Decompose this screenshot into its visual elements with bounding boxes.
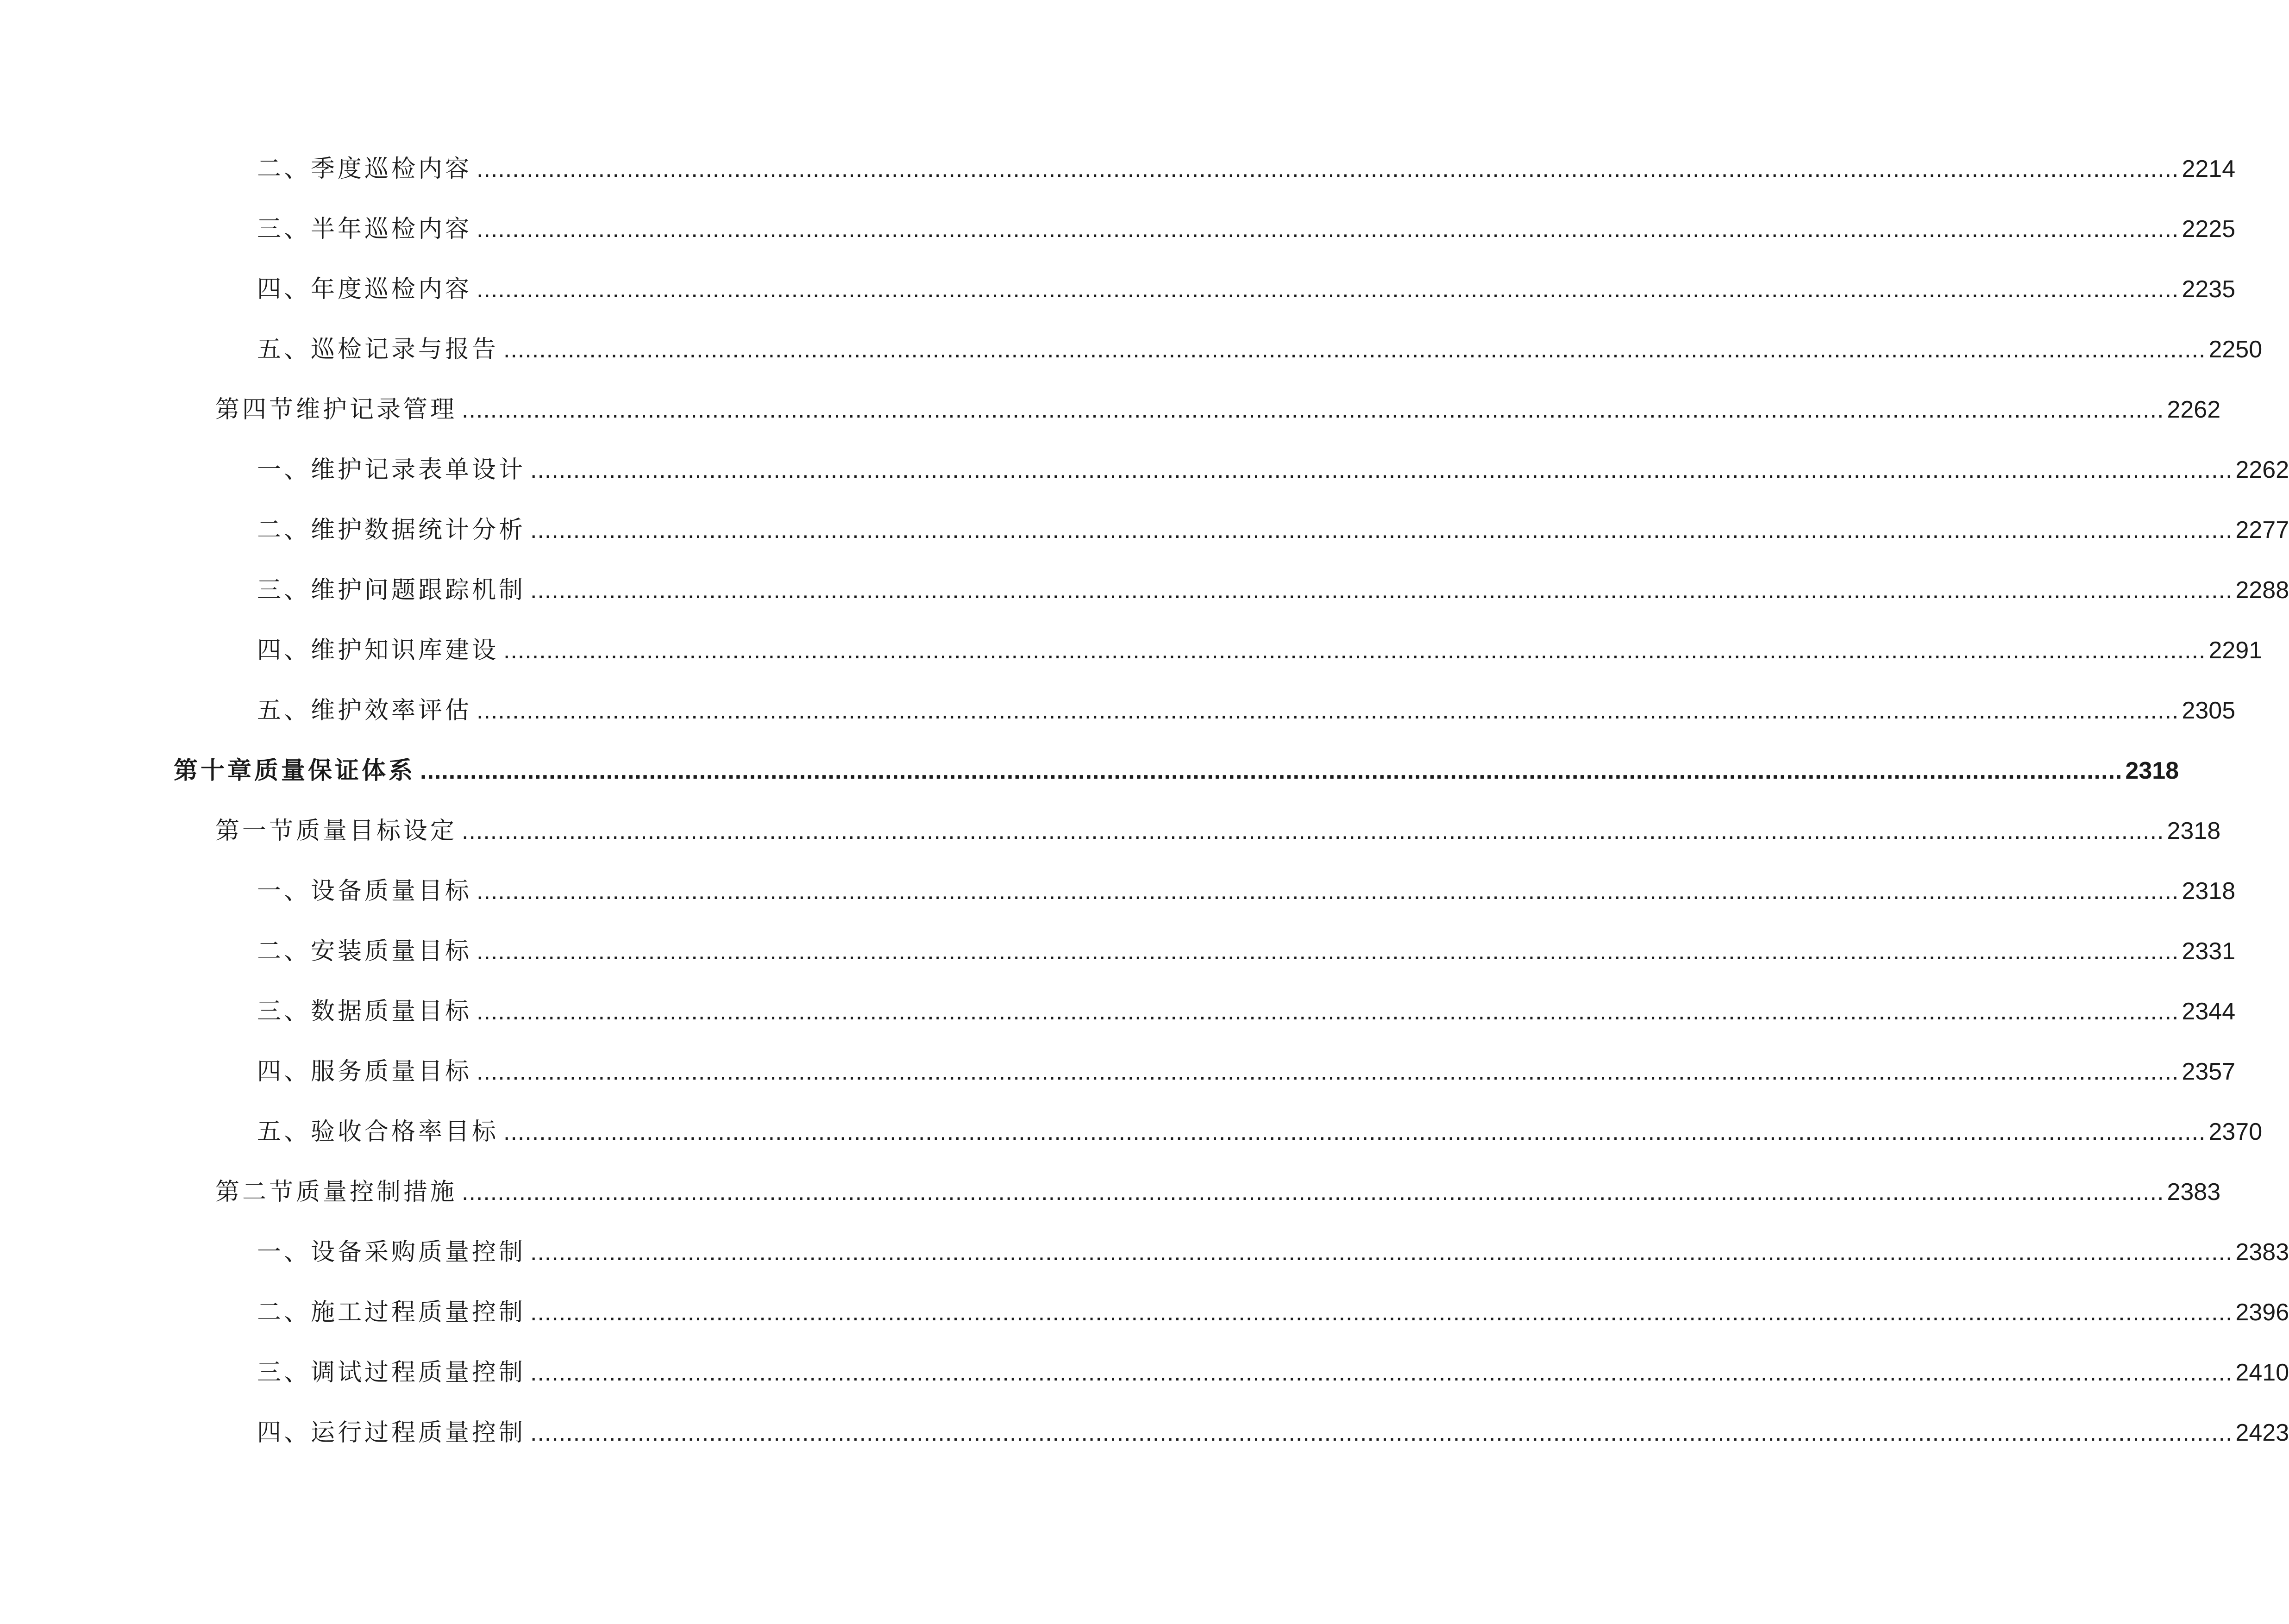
- toc-entry[interactable]: [174, 752, 2179, 789]
- toc-entry[interactable]: [257, 873, 2236, 910]
- toc-entry[interactable]: [257, 1354, 2289, 1391]
- toc-dot-leader: ..............................................................................................................................................................................................................................................: [462, 1179, 2164, 1206]
- toc-dot-leader: ..............................................................................................................................................................................................................................................: [462, 396, 2164, 423]
- toc-page-number: 2383: [2235, 1239, 2289, 1266]
- toc-entry-title: 二、维护数据统计分析: [257, 516, 526, 544]
- toc-entry-title: 三、数据质量目标: [257, 998, 472, 1025]
- toc-entry[interactable]: [215, 1174, 2221, 1211]
- toc-page-number: 2396: [2235, 1299, 2289, 1326]
- toc-page-number: 2291: [2208, 637, 2263, 664]
- toc-page-number: 2225: [2182, 216, 2236, 243]
- toc-entry[interactable]: [257, 451, 2289, 488]
- toc-dot-leader: ..............................................................................................................................................................................................................................................: [477, 998, 2179, 1025]
- toc-entry[interactable]: [257, 1294, 2289, 1331]
- toc-entry[interactable]: [257, 1113, 2263, 1150]
- toc-entry-title: 第二节质量控制措施: [215, 1178, 458, 1206]
- toc-page-number: 2331: [2182, 938, 2236, 965]
- toc-entry-title: 第十章质量保证体系: [174, 757, 416, 785]
- toc-entry[interactable]: [257, 632, 2263, 669]
- toc-dot-leader: ..............................................................................................................................................................................................................................................: [477, 1058, 2179, 1085]
- toc-dot-leader: ..............................................................................................................................................................................................................................................: [477, 216, 2179, 243]
- toc-page-number: 2370: [2208, 1118, 2263, 1145]
- toc-page-number: 2318: [2182, 878, 2236, 905]
- toc-entry-title: 二、施工过程质量控制: [257, 1299, 526, 1326]
- toc-entry-title: 四、年度巡检内容: [257, 275, 472, 303]
- toc-entry-title: 一、设备采购质量控制: [257, 1238, 526, 1266]
- toc-entry-title: 四、服务质量目标: [257, 1058, 472, 1086]
- toc-entry[interactable]: [257, 1414, 2289, 1451]
- toc-page-number: 2305: [2182, 697, 2236, 724]
- toc-dot-leader: ..............................................................................................................................................................................................................................................: [477, 697, 2179, 724]
- toc-page-number: 2288: [2235, 577, 2289, 604]
- toc-entry-title: 五、验收合格率目标: [257, 1118, 499, 1146]
- toc-page-number: 2410: [2235, 1359, 2289, 1386]
- toc-entry-title: 五、巡检记录与报告: [257, 336, 499, 363]
- toc-entry-title: 二、安装质量目标: [257, 937, 472, 965]
- toc-page-number: 2344: [2182, 998, 2236, 1025]
- toc-page-number: 2214: [2182, 156, 2236, 182]
- toc-page-number: 2262: [2235, 456, 2289, 483]
- toc-page-number: 2423: [2235, 1419, 2289, 1446]
- toc-entry[interactable]: [257, 572, 2289, 609]
- toc-entry-title: 一、设备质量目标: [257, 877, 472, 905]
- toc-dot-leader: ..............................................................................................................................................................................................................................................: [477, 156, 2179, 182]
- toc-entry-title: 四、运行过程质量控制: [257, 1419, 526, 1447]
- toc-dot-leader: ..............................................................................................................................................................................................................................................: [530, 1239, 2233, 1266]
- toc-dot-leader: ..............................................................................................................................................................................................................................................: [530, 456, 2233, 483]
- toc-page-number: 2357: [2182, 1058, 2236, 1085]
- toc-dot-leader: ..............................................................................................................................................................................................................................................: [530, 577, 2233, 604]
- toc-entry[interactable]: [257, 331, 2263, 368]
- toc-entry[interactable]: [257, 1053, 2236, 1090]
- toc-dot-leader: ..............................................................................................................................................................................................................................................: [530, 517, 2233, 543]
- toc-entry-title: 五、维护效率评估: [257, 697, 472, 725]
- toc-entry[interactable]: [257, 211, 2236, 248]
- toc-entry-title: 四、维护知识库建设: [257, 637, 499, 664]
- toc-page-number: 2383: [2167, 1179, 2221, 1206]
- toc-entry[interactable]: [257, 1234, 2289, 1271]
- toc-dot-leader: ..............................................................................................................................................................................................................................................: [503, 1118, 2206, 1145]
- toc-entry-title: 第一节质量目标设定: [215, 817, 458, 845]
- toc-entry[interactable]: [257, 271, 2236, 308]
- toc-dot-leader: ..............................................................................................................................................................................................................................................: [462, 818, 2164, 844]
- toc-dot-leader: ..............................................................................................................................................................................................................................................: [477, 878, 2179, 905]
- toc-dot-leader: ..............................................................................................................................................................................................................................................: [530, 1359, 2233, 1386]
- toc-page-number: 2318: [2167, 818, 2221, 844]
- toc-entry[interactable]: [257, 933, 2236, 970]
- toc-entry[interactable]: [257, 692, 2236, 729]
- toc-entry-title: 三、半年巡检内容: [257, 215, 472, 243]
- toc-entry-title: 三、维护问题跟踪机制: [257, 576, 526, 604]
- toc-dot-leader: ..............................................................................................................................................................................................................................................: [420, 757, 2123, 784]
- toc-entry[interactable]: [257, 150, 2236, 187]
- toc-entry-title: 三、调试过程质量控制: [257, 1359, 526, 1387]
- toc-page-number: 2318: [2125, 757, 2179, 784]
- toc-dot-leader: ..............................................................................................................................................................................................................................................: [530, 1419, 2233, 1446]
- toc-page-number: 2250: [2208, 336, 2263, 363]
- toc-dot-leader: ..............................................................................................................................................................................................................................................: [530, 1299, 2233, 1326]
- toc-entry[interactable]: [215, 391, 2221, 428]
- toc-entry[interactable]: [257, 512, 2289, 549]
- toc-entry-title: 二、季度巡检内容: [257, 155, 472, 183]
- toc-entry[interactable]: [257, 993, 2236, 1030]
- toc-entry-title: 一、维护记录表单设计: [257, 456, 526, 484]
- toc-dot-leader: ..............................................................................................................................................................................................................................................: [503, 637, 2206, 664]
- toc-dot-leader: ..............................................................................................................................................................................................................................................: [477, 938, 2179, 965]
- toc-page-number: 2277: [2235, 517, 2289, 543]
- toc-page-number: 2235: [2182, 276, 2236, 303]
- toc-page-number: 2262: [2167, 396, 2221, 423]
- toc-dot-leader: ..............................................................................................................................................................................................................................................: [503, 336, 2206, 363]
- toc-entry[interactable]: [215, 812, 2221, 849]
- toc-entry-title: 第四节维护记录管理: [215, 396, 458, 424]
- toc-dot-leader: ..............................................................................................................................................................................................................................................: [477, 276, 2179, 303]
